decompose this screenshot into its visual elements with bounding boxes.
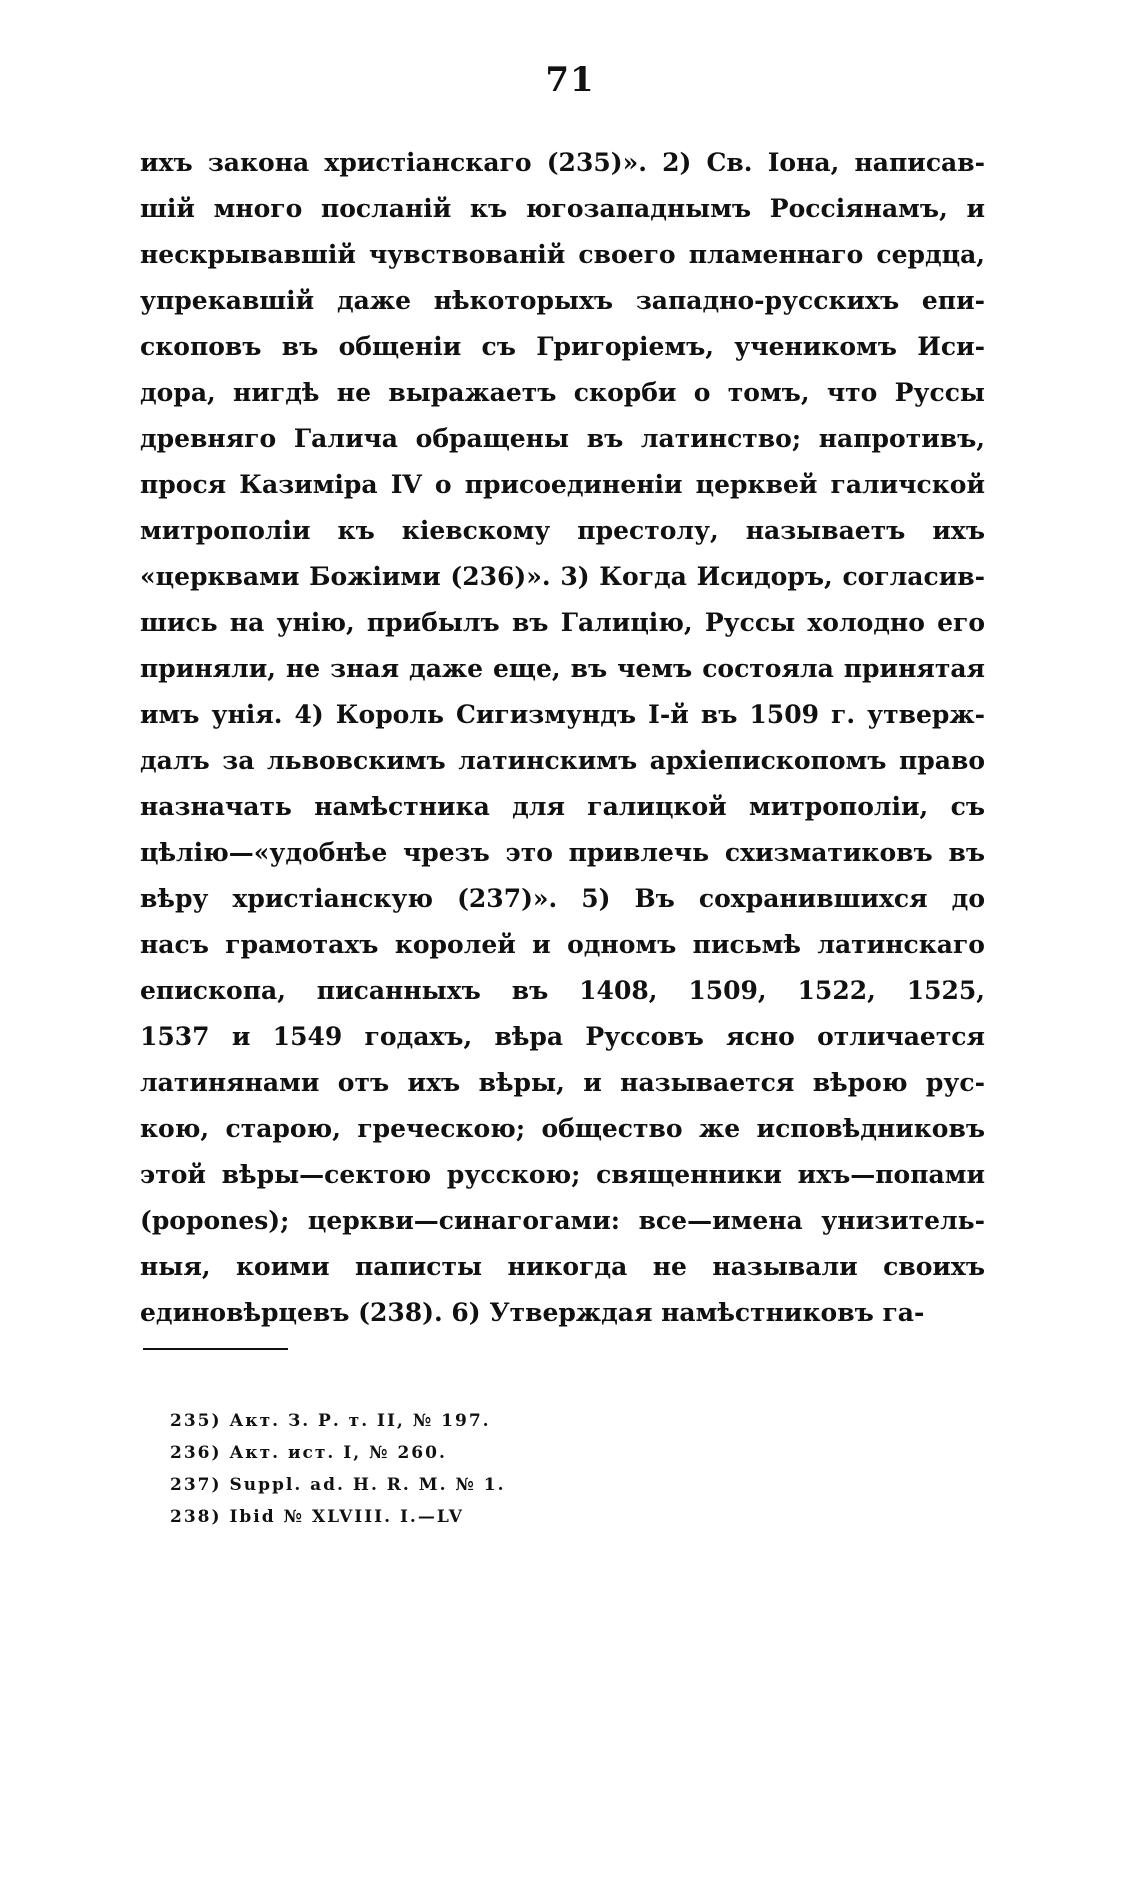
text-line: прося Казиміра IV о присоединеніи церквей галичской (140, 470, 985, 499)
text-line: шій много посланій къ югозападнымъ Россіянамъ, и (140, 194, 985, 223)
body-text (140, 140, 985, 1336)
text-line: митрополіи къ кіевскому престолу, называетъ ихъ (140, 516, 985, 545)
text-line: древняго Галича обращены въ латинство; напротивъ, (140, 424, 985, 453)
page-number: 71 (545, 60, 595, 100)
footnote: 235) Акт. З. Р. т. II, № 197. (170, 1411, 491, 1431)
text-line: ныя, коими паписты никогда не называли своихъ (140, 1252, 985, 1281)
text-line: 1537 и 1549 годахъ, вѣра Руссовъ ясно отличается (140, 1022, 985, 1051)
footnote: 238) Ibid № XLVIII. I.—LV (170, 1507, 464, 1527)
text-line: скоповъ въ общеніи съ Григоріемъ, ученикомъ Иси- (140, 332, 985, 361)
text-line: приняли, не зная даже еще, въ чемъ состояла принятая (140, 654, 985, 683)
footnotes (170, 1405, 770, 1533)
text-line: единовѣрцевъ (238). 6) Утверждая намѣстниковъ га- (140, 1298, 925, 1327)
text-line: епископа, писанныхъ въ 1408, 1509, 1522, 1525, (140, 976, 985, 1005)
text-line: далъ за львовскимъ латинскимъ архіепископомъ право (140, 746, 985, 775)
text-line: вѣру христіанскую (237)». 5) Въ сохранившихся до (140, 884, 985, 913)
footnote: 236) Акт. ист. I, № 260. (170, 1443, 447, 1463)
text-line: цѣлію—«удобнѣе чрезъ это привлечь схизматиковъ въ (140, 838, 985, 867)
footnote-separator (143, 1348, 288, 1350)
text-line: кою, старою, греческою; общество же исповѣдниковъ (140, 1114, 985, 1143)
text-line: дора, нигдѣ не выражаетъ скорби о томъ, что Руссы (140, 378, 985, 407)
text-line: назначать намѣстника для галицкой митрополіи, съ (140, 792, 985, 821)
text-line: имъ унія. 4) Король Сигизмундъ I-й въ 1509 г. утверж- (140, 700, 985, 729)
footnote: 237) Suppl. ad. H. R. M. № 1. (170, 1475, 506, 1495)
text-line: шись на унію, прибылъ въ Галицію, Руссы холодно его (140, 608, 985, 637)
text-line: этой вѣры—сектою русскою; священники ихъ—попами (140, 1160, 985, 1189)
text-line: латинянами отъ ихъ вѣры, и называется вѣрою рус- (140, 1068, 985, 1097)
text-line: насъ грамотахъ королей и одномъ письмѣ латинскаго (140, 930, 985, 959)
text-line: упрекавшій даже нѣкоторыхъ западно-русскихъ епи- (140, 286, 985, 315)
text-line: «церквами Божіими (236)». 3) Когда Исидоръ, согласив- (140, 562, 985, 591)
text-line: (popones); церкви—синагогами: все—имена унизитель- (140, 1206, 985, 1235)
text-line: нескрывавшій чувствованій своего пламеннаго сердца, (140, 240, 985, 269)
text-line: ихъ закона христіанскаго (235)». 2) Св. Іона, написав- (140, 148, 985, 177)
